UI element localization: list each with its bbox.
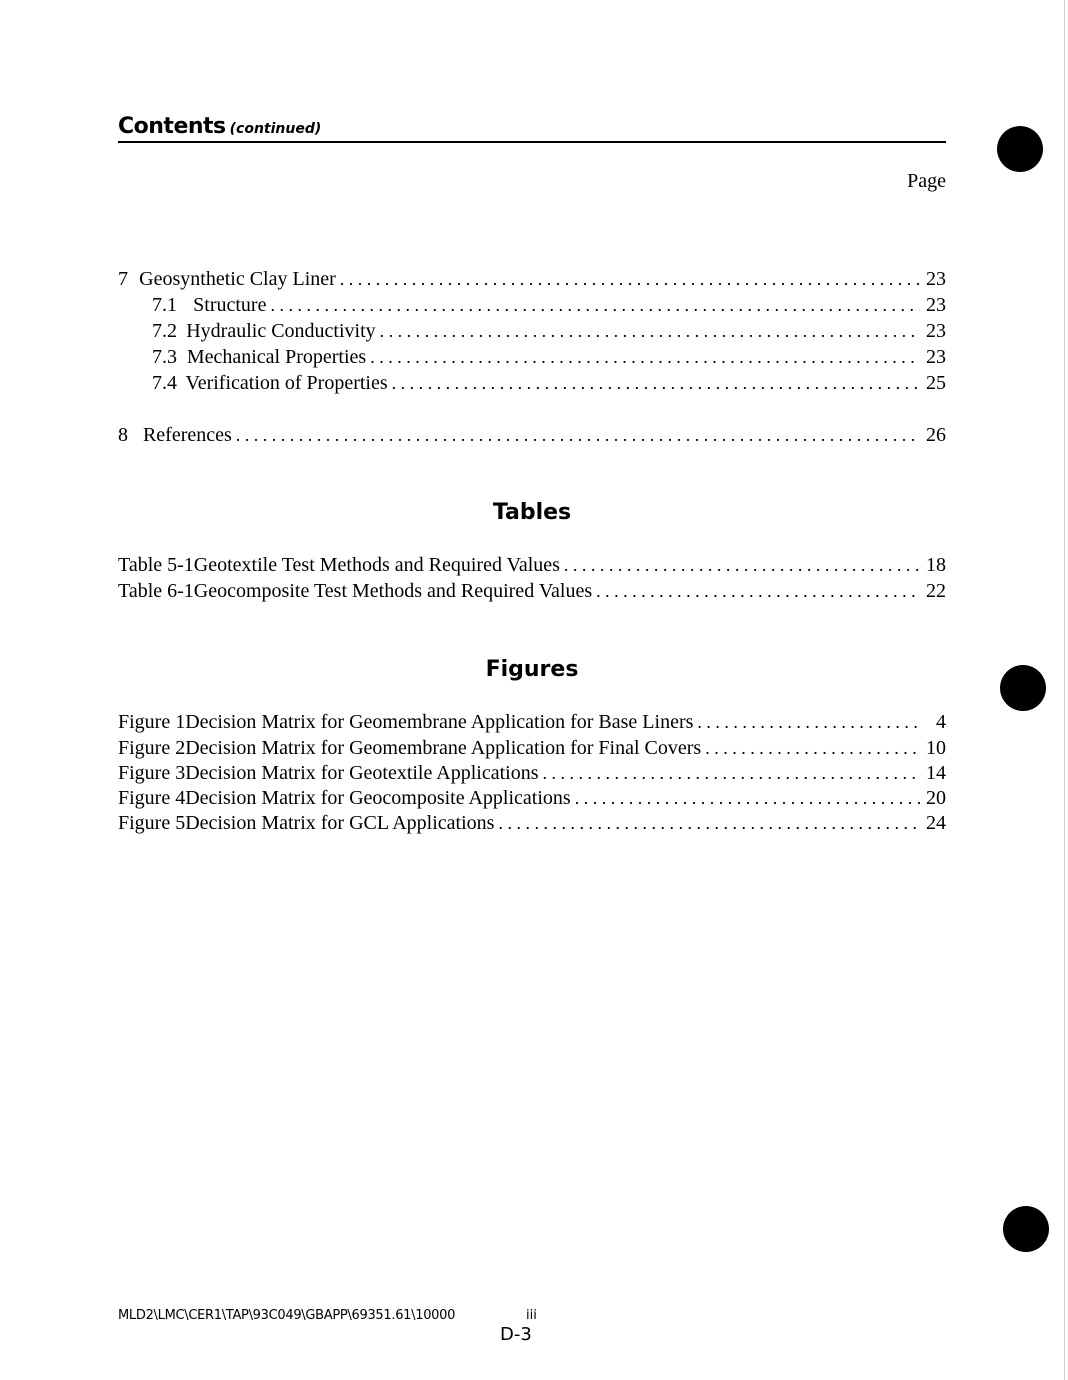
figure-page: 24 [926,812,946,834]
binder-hole-top [997,126,1043,172]
toc-entry-number: 7.2 [152,320,177,342]
toc-entry-page: 23 [926,268,946,290]
toc-entry[interactable] [152,292,946,318]
table-title: Geocomposite Test Methods and Required Values [193,580,593,602]
page-subtitle: (continued) [229,121,322,137]
toc-entry-page: 23 [926,346,946,368]
dot-leader [236,422,920,448]
toc-entry-number: 8 [118,424,128,446]
dot-leader [380,318,920,344]
page-edge [1064,0,1065,1380]
figure-page: 14 [926,762,946,784]
toc-entry[interactable] [152,370,946,396]
page-title: Contents [118,114,226,139]
binder-hole-bottom [1003,1206,1049,1252]
figure-title: Decision Matrix for Geocomposite Applications [185,787,571,809]
table-title: Geotextile Test Methods and Required Values [193,554,560,576]
toc-entry-title: Structure [193,294,267,316]
figure-label: Figure 5 [118,812,186,834]
figure-page: 10 [926,737,946,759]
figure-list-entry[interactable] [118,709,946,735]
dot-leader [270,292,920,318]
toc-entry[interactable] [152,318,946,344]
toc-entry-title: References [142,424,232,446]
figure-label: Figure 2 [118,737,186,759]
figure-label: Figure 3 [118,762,186,784]
table-list-entry[interactable] [118,552,946,578]
figure-page: 20 [926,787,946,809]
dot-leader [564,552,920,578]
toc-entry-number: 7.1 [152,294,177,316]
figure-label: Figure 4 [118,787,186,809]
dot-leader [697,709,920,735]
toc-entry-title: Geosynthetic Clay Liner [139,268,336,290]
figure-list-entry[interactable] [118,735,946,761]
footer-page-id: D-3 [500,1324,532,1345]
table-page: 18 [926,554,946,576]
toc-entry-number: 7 [118,268,128,290]
dot-leader [498,810,920,836]
figure-title: Decision Matrix for Geomembrane Application for Final Covers [185,737,702,759]
tables-heading: Tables [492,500,572,525]
figure-title: Decision Matrix for GCL Applications [185,812,495,834]
binder-hole-middle [1000,665,1046,711]
dot-leader [340,266,920,292]
table-label: Table 5-1 [118,554,194,576]
dot-leader [705,735,920,761]
toc-entry-page: 25 [926,372,946,394]
figure-title: Decision Matrix for Geotextile Applications [185,762,539,784]
dot-leader [575,785,920,811]
toc-entry-title: Hydraulic Conductivity [186,320,376,342]
toc-entry-title: Mechanical Properties [186,346,367,368]
dot-leader [392,370,920,396]
figure-title: Decision Matrix for Geomembrane Application for Base Liners [185,711,694,733]
toc-entry-title: Verification of Properties [185,372,388,394]
figure-list-entry[interactable] [118,785,946,811]
dot-leader [370,344,920,370]
toc-entry-page: 23 [926,320,946,342]
toc-entry-page: 26 [926,424,946,446]
figures-heading: Figures [485,657,579,682]
dot-leader [542,760,920,786]
page-column-label: Page [907,170,946,192]
figure-list-entry[interactable] [118,760,946,786]
figure-label: Figure 1 [118,711,186,733]
table-label: Table 6-1 [118,580,194,602]
contents-header [118,114,946,143]
toc-entry[interactable] [118,422,946,448]
toc-entry-page: 23 [926,294,946,316]
toc-entry[interactable] [118,266,946,292]
toc-entry[interactable] [152,344,946,370]
table-list-entry[interactable] [118,578,946,604]
figure-page: 4 [936,711,946,733]
footer-roman-page: iii [526,1308,537,1323]
dot-leader [596,578,920,604]
footer-file-path: MLD2\LMC\CER1\TAP\93C049\GBAPP\69351.61\10000 [118,1308,456,1323]
figure-list-entry[interactable] [118,810,946,836]
toc-entry-number: 7.3 [152,346,177,368]
table-page: 22 [926,580,946,602]
toc-entry-number: 7.4 [152,372,177,394]
